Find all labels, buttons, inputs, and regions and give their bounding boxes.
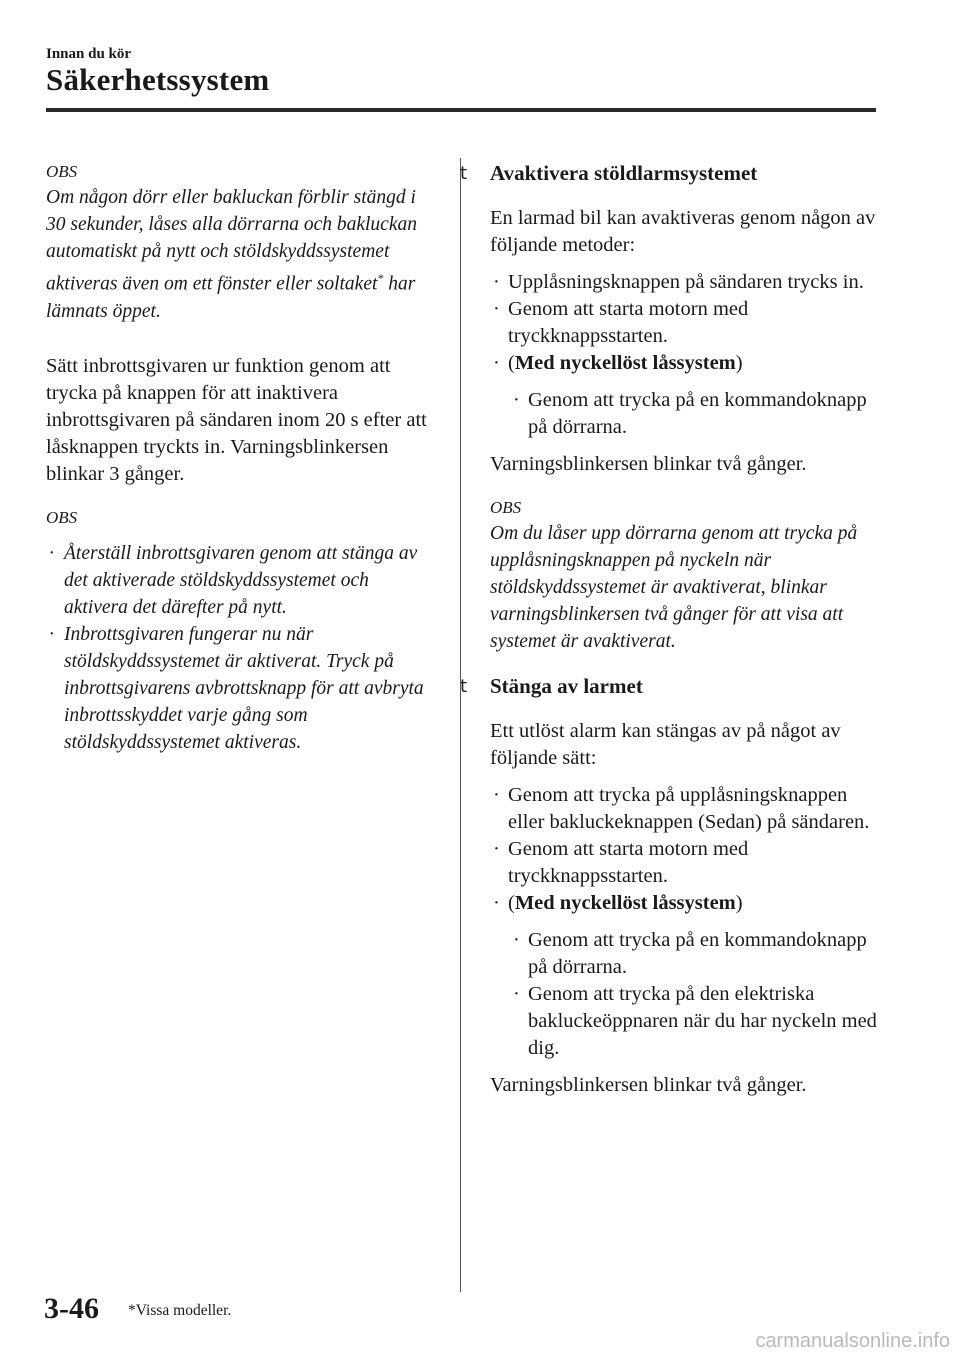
note-label: OBS xyxy=(490,498,522,517)
note-text: Om du låser upp dörrarna genom att trycka på upplåsningsknappen på nyckeln när stöldskyddssystemet är avaktiverat, blinkar varningsblinkersen två gånger för att visa att systemet är avaktiverat. xyxy=(490,523,858,652)
list-item: · Genom att starta motorn med tryckknappsstarten. xyxy=(493,838,749,887)
list-item: · Genom att starta motorn med tryckknappsstarten. xyxy=(493,298,749,347)
body-paragraph: Sätt inbrottsgivaren ur funktion genom att trycka på knappen för att inaktivera inbrottsgivaren på sändaren inom 20 s efter att låsknappen tryckts in. Varningsblinkersen blinkar 3 gånger. xyxy=(46,354,427,485)
footnote: *Vissa modeller. xyxy=(128,1302,232,1319)
body-paragraph: En larmad bil kan avaktiveras genom någon av följande metoder: xyxy=(490,207,876,256)
section-marker-icon: t xyxy=(460,163,468,184)
list-item: · Upplåsningsknappen på sändaren trycks in. xyxy=(493,271,864,293)
note-label: OBS xyxy=(46,162,78,181)
list-item: · Återställ inbrottsgivaren genom att stänga av det aktiverade stöldskyddssystemet och aktivera det därefter på nytt. xyxy=(49,542,418,618)
right-column xyxy=(460,160,885,1099)
list-item: · Genom att trycka på en kommandoknapp på dörrarna. xyxy=(513,389,867,438)
list-item: · Genom att trycka på upplåsningsknappen eller bakluckeknappen (Sedan) på sändaren. xyxy=(493,784,870,833)
header-rule xyxy=(46,108,876,112)
section-heading: t Stänga av larmet xyxy=(460,674,643,698)
section-label: Innan du kör xyxy=(46,46,132,62)
column-divider xyxy=(460,158,461,1292)
footnote-star: * xyxy=(377,271,384,285)
body-paragraph: Varningsblinkersen blinkar två gånger. xyxy=(490,1074,807,1096)
left-column xyxy=(46,160,434,756)
page-title: Säkerhetssystem xyxy=(46,62,270,97)
body-paragraph: Ett utlöst alarm kan stängas av på något av följande sätt: xyxy=(490,720,841,769)
list-item: · (Med nyckellöst låssystem) xyxy=(493,892,743,914)
section-marker-icon: t xyxy=(460,676,468,697)
list-item: · Genom att trycka på den elektriska bakluckeöppnaren när du har nyckeln med dig. xyxy=(513,983,877,1059)
list-item: · Genom att trycka på en kommandoknapp på dörrarna. xyxy=(513,929,867,978)
watermark: carmanualsonline.info xyxy=(755,1330,950,1352)
note-text: Om någon dörr eller bakluckan förblir stängd i 30 sekunder, låses alla dörrarna och bakluckan automatiskt på nytt och stöldskyddssystemet aktiveras även om ett fönster eller soltaket* har lämnats öppet. xyxy=(46,187,417,322)
page-number: 3-46 xyxy=(44,1292,99,1325)
note-label: OBS xyxy=(46,507,78,527)
list-item: · Inbrottsgivaren fungerar nu när stöldskyddssystemet är aktiverat. Tryck på inbrottsgivarens avbrottsknapp för att avbryta inbrottsskyddet varje gång som stöldskyddssystemet aktiveras. xyxy=(49,623,424,753)
list-item: · (Med nyckellöst låssystem) xyxy=(493,352,743,374)
body-paragraph: Varningsblinkersen blinkar två gånger. xyxy=(490,453,807,475)
section-heading: t Avaktivera stöldlarmsystemet xyxy=(460,161,758,185)
